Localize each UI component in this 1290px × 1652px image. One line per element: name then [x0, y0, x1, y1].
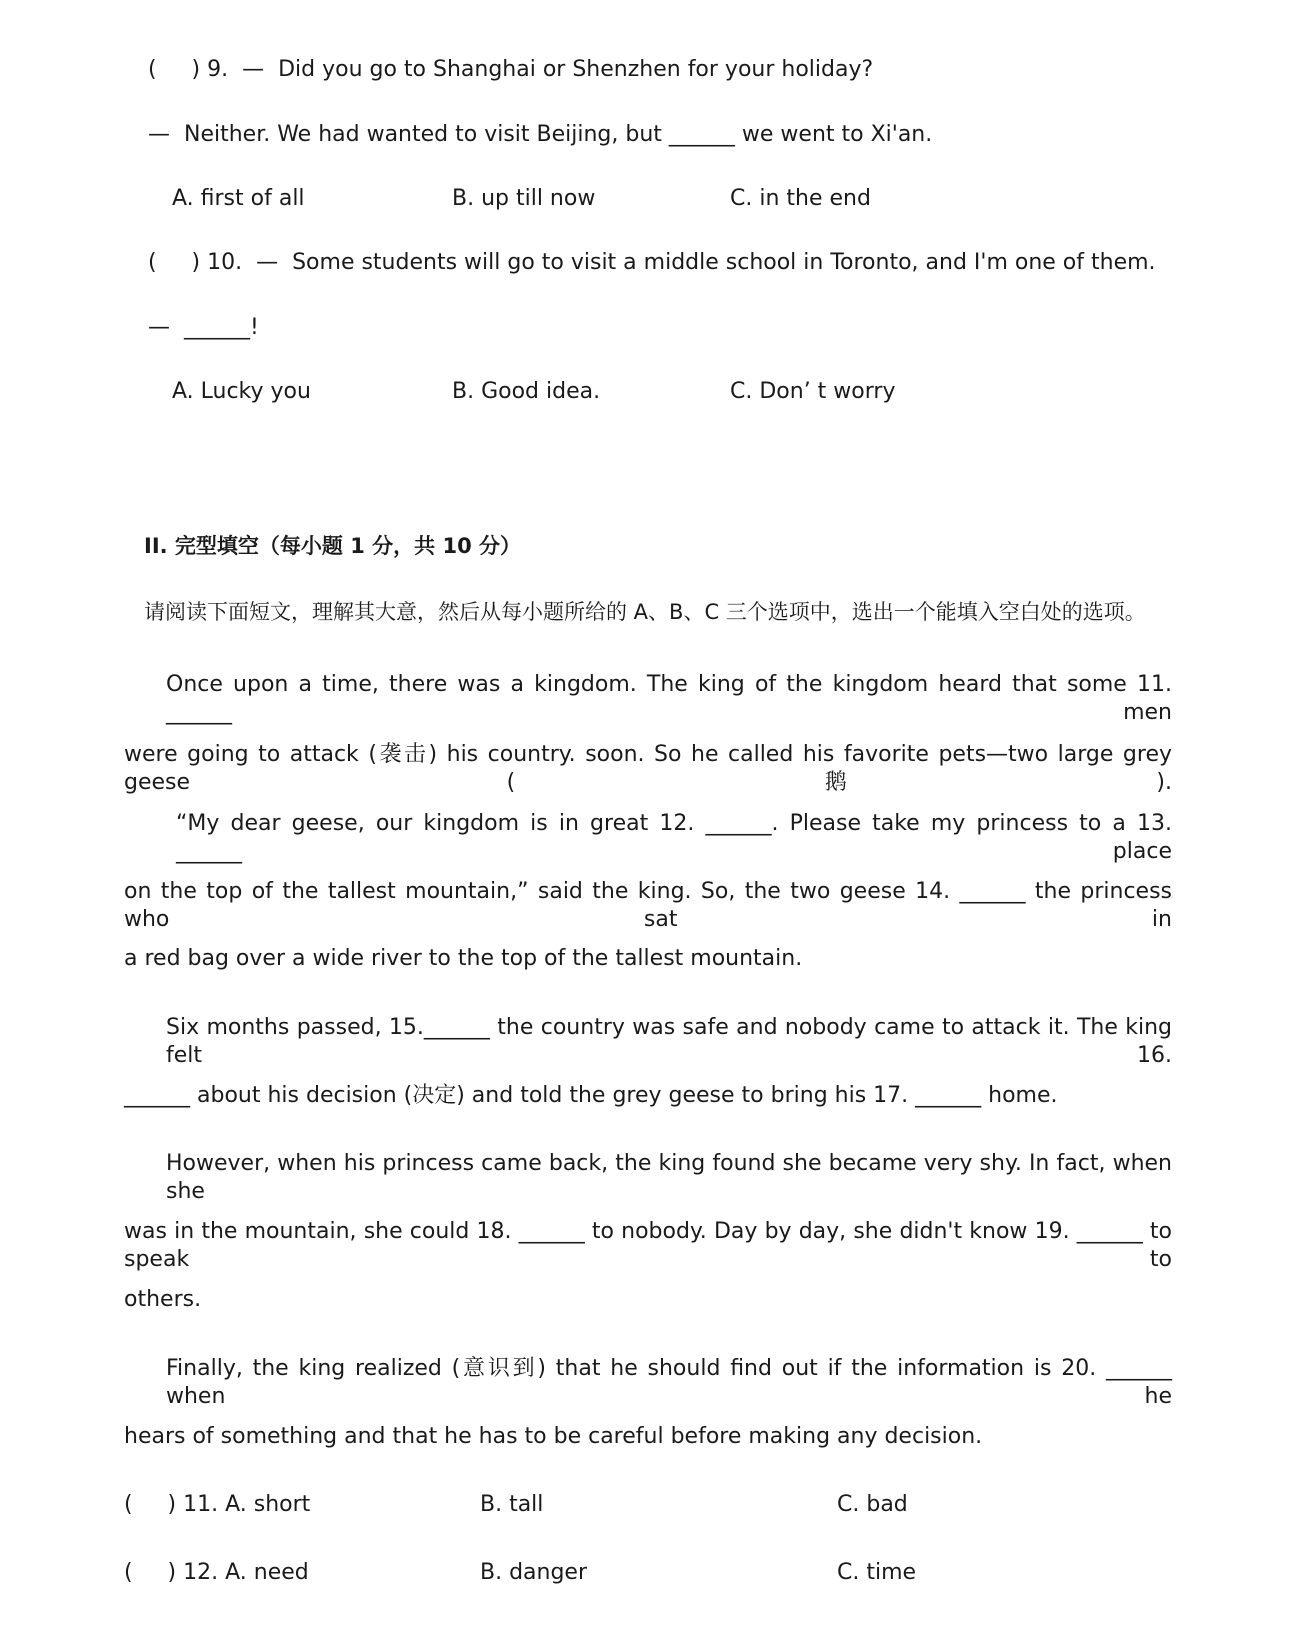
passage-p2-line1: “My dear geese, our kingdom is in great 12. ______. Please take my princess to a 13. ______ place [176, 811, 1172, 864]
section-2-instruction: 请阅读下面短文，理解其大意，然后从每小题所给的 A、B、C 三个选项中，选出一个能填入空白处的选项。 [144, 600, 1146, 624]
question-10-option-a: A. Lucky you [172, 379, 311, 404]
section-2-heading: II. 完型填空（每小题 1 分，共 10 分） [144, 534, 521, 558]
question-11-option-b: B. tall [480, 1492, 544, 1517]
question-12-option-a: ( ) 12. A. need [124, 1560, 309, 1585]
passage-p3-line2: ______ about his decision (决定) and told the grey geese to bring his 17. ______ home. [124, 1083, 1058, 1108]
question-10-option-c: C. Don’ t worry [730, 379, 896, 404]
passage-p1-line1: Once upon a time, there was a kingdom. The king of the kingdom heard that some 11. ______ men [166, 672, 1172, 725]
passage-p5-line1: Finally, the king realized (意识到) that he should find out if the information is 20. ______ when he [166, 1356, 1172, 1409]
passage-p3-line1: Six months passed, 15.______ the country was safe and nobody came to attack it. The king felt 16. [166, 1015, 1172, 1068]
passage-p5-line2: hears of something and that he has to be careful before making any decision. [124, 1424, 983, 1449]
question-10-dialogue: — ______! [148, 315, 259, 340]
question-12-option-c: C. time [837, 1560, 917, 1585]
passage-p4-line1: However, when his princess came back, the king found she became very shy. In fact, when she [166, 1151, 1172, 1204]
question-10-stem: ( ) 10. — Some students will go to visit a middle school in Toronto, and I'm one of them. [148, 250, 1156, 275]
question-12-option-b: B. danger [480, 1560, 588, 1585]
question-9-stem: ( ) 9. — Did you go to Shanghai or Shenzhen for your holiday? [148, 57, 874, 82]
passage-p4-line3: others. [124, 1287, 202, 1312]
passage-p1-line2: were going to attack (袭击) his country. soon. So he called his favorite pets—two large grey geese (鹅). [124, 742, 1172, 795]
question-9-dialogue: — Neither. We had wanted to visit Beijing, but ______ we went to Xi'an. [148, 122, 933, 147]
question-9-option-a: A. first of all [172, 186, 305, 211]
passage-p2-line2: on the top of the tallest mountain,” said the king. So, the two geese 14. ______ the princess who sat in [124, 879, 1172, 932]
question-11-option-c: C. bad [837, 1492, 908, 1517]
question-11-option-a: ( ) 11. A. short [124, 1492, 311, 1517]
passage-p2-line3: a red bag over a wide river to the top of the tallest mountain. [124, 946, 803, 971]
passage-p4-line2: was in the mountain, she could 18. ______ to nobody. Day by day, she didn't know 19. ______ to speak to [124, 1219, 1172, 1272]
question-10-option-b: B. Good idea. [452, 379, 601, 404]
question-9-option-c: C. in the end [730, 186, 871, 211]
question-9-option-b: B. up till now [452, 186, 596, 211]
